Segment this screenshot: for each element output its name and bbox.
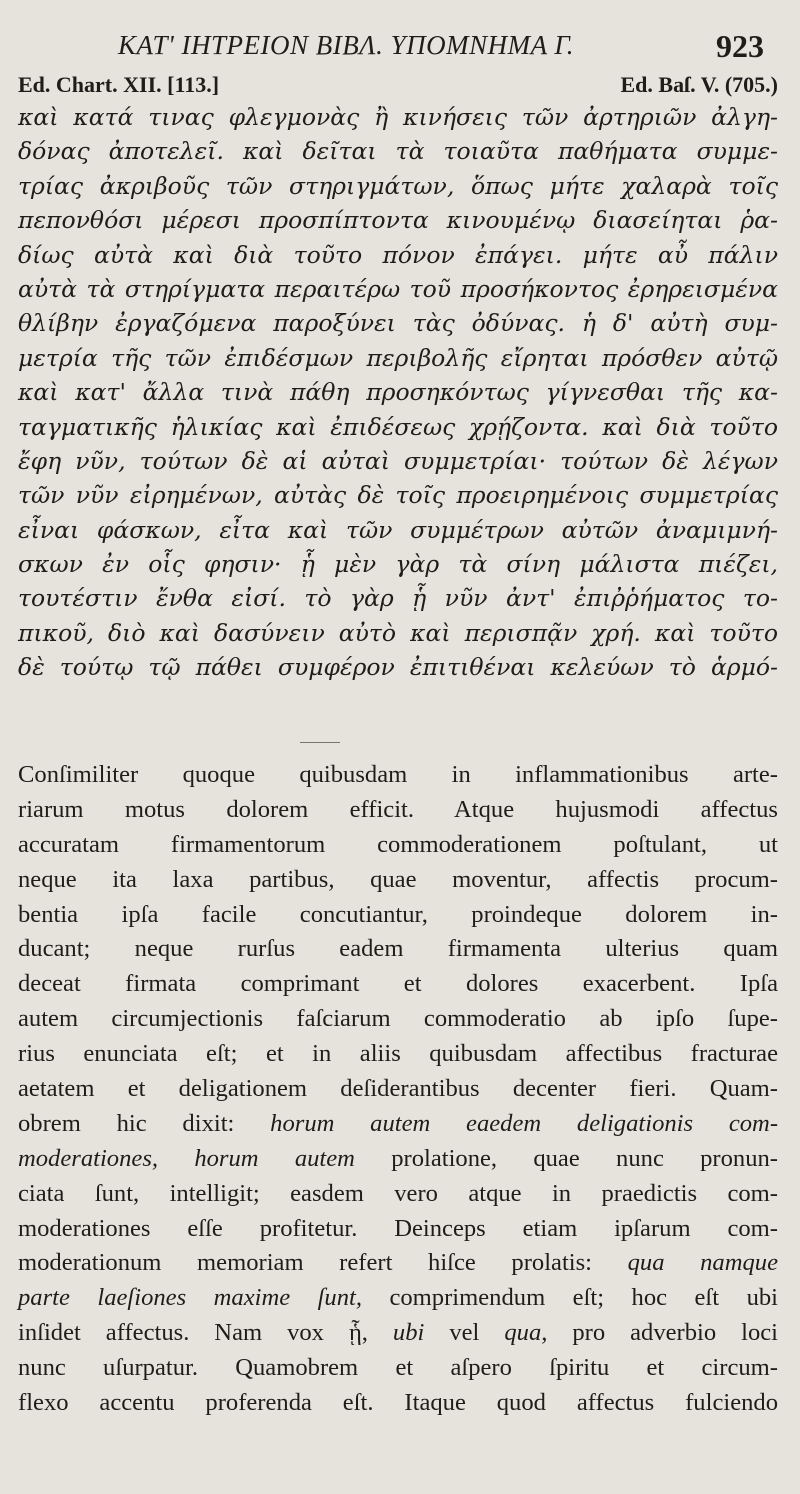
latin-text-line [18, 1037, 778, 1072]
greek-text-line: αὐτὰ τὰ στηρίγματα περαιτέρω τοῦ προσήκοντος ἐρηρεισμένα [18, 274, 778, 303]
latin-text-run: obrem hic dixit: [18, 1109, 271, 1137]
greek-text-line: καὶ κατ' ἄλλα τινὰ πάθη προσηκόντως γίγνεσθαι τῆς κα- [18, 378, 778, 407]
edition-basel-reference: Ed. Baſ. V. (705.) [620, 72, 778, 97]
running-head-title: ΚΑΤ' ΙΗΤΡΕΙΟΝ ΒΙΒΛ. ΥΠΟΜΝΗΜΑ Γ. [118, 30, 574, 60]
greek-text-line: πεπονθόσι μέρεσι προσπίπτοντα κινουμένῳ διασείηται ῥα- [18, 206, 778, 235]
latin-text-line [18, 1386, 778, 1421]
greek-text-line: δίως αὐτὰ καὶ διὰ τοῦτο πόνον ἐπάγει. μήτε αὖ πάλιν [18, 240, 778, 269]
latin-text-run: accuratam firmamentorum commoderationem poſtulant, ut [18, 830, 778, 858]
latin-text-run: neque ita laxa partibus, quae moventur, affectis procum- [18, 865, 778, 893]
latin-text-line [18, 758, 778, 793]
latin-text-run: riarum motus dolorem efficit. Atque hujusmodi affectus [18, 795, 778, 823]
edition-chart-reference: Ed. Chart. XII. [113.] [18, 72, 220, 97]
latin-text-run: aetatem et deligationem deſiderantibus decenter fieri. Quam- [18, 1075, 778, 1103]
latin-text-line [18, 1212, 778, 1247]
running-head [0, 28, 800, 68]
latin-text-line [18, 1281, 778, 1316]
latin-text-run: moderationes eſſe profitetur. Deinceps etiam ipſarum com- [18, 1214, 778, 1242]
latin-translation-block [18, 758, 778, 1421]
latin-text-line [18, 898, 778, 933]
latin-text-line [18, 967, 778, 1002]
latin-text-run: autem circumjectionis faſciarum commoderatio ab ipſo ſupe- [18, 1005, 778, 1033]
greek-text-line: δὲ τούτῳ τῷ πάθει συμφέρον ἐπιτιθέναι κελεύων τὸ ἁρμό- [18, 653, 778, 682]
greek-text-line: πικοῦ, διὸ καὶ δασύνειν αὐτὸ καὶ περισπᾷν χρή. καὶ τοῦτο [18, 618, 778, 647]
latin-quoted-phrase: ubi [392, 1319, 425, 1347]
latin-text-line [18, 1002, 778, 1037]
greek-text-line: καὶ κατά τινας φλεγμονὰς ἢ κινήσεις τῶν ἀρτηριῶν ἀλγη- [18, 103, 778, 131]
latin-text-line [18, 828, 778, 863]
greek-text-line: μετρία τῆς τῶν ἐπιδέσμων περιβολῆς εἴρηται πρόσθεν αὐτῷ [18, 343, 778, 372]
greek-text-line: εἶναι φάσκων, εἶτα καὶ τῶν συμμέτρων αὐτῶν ἀναμιμνή- [18, 515, 778, 544]
latin-text-run: nunc uſurpatur. Quamobrem et aſpero ſpiritu et circum- [18, 1354, 778, 1382]
latin-text-run: pro adverbio loci [547, 1319, 778, 1347]
greek-text-line: δόνας ἀποτελεῖ. καὶ δεῖται τὰ τοιαῦτα παθήματα συμμε- [18, 137, 778, 166]
greek-text-block [18, 100, 778, 685]
latin-text-line [18, 1351, 778, 1386]
latin-text-line [18, 1072, 778, 1107]
latin-quoted-phrase: horum autem eaedem deligationis com- [270, 1109, 779, 1137]
latin-text-run: flexo accentu proferenda eſt. Itaque quod affectus fulciendo [18, 1389, 778, 1417]
latin-quoted-phrase: moderationes, horum autem [18, 1144, 355, 1172]
latin-text-line [18, 793, 778, 828]
latin-text-line [18, 1177, 778, 1212]
greek-text-line: ἔφη νῦν, τούτων δὲ αἱ αὐταὶ συμμετρίαι· τούτων δὲ λέγων [18, 446, 778, 475]
latin-text-line [18, 1142, 778, 1177]
latin-text-line [18, 932, 778, 967]
latin-text-run: inſidet affectus. Nam vox ᾗ, [18, 1319, 393, 1347]
latin-text-run: ducant; neque rurſus eadem firmamenta ulterius quam [18, 935, 778, 963]
page-number: 923 [716, 28, 764, 64]
latin-text-run: bentia ipſa facile concutiantur, proindeque dolorem in- [18, 900, 778, 928]
greek-text-line: τουτέστιν ἔνθα εἰσί. τὸ γὰρ ᾗ νῦν ἀντ' ἐπιῤῥήματος το- [18, 584, 778, 613]
latin-text-run: moderationum memoriam refert hiſce prolatis: [18, 1249, 628, 1277]
greek-text-line: τρίας ἀκριβοῦς τῶν στηριγμάτων, ὅπως μήτε χαλαρὰ τοῖς [18, 171, 778, 200]
latin-quoted-phrase: parte laeſiones maxime ſunt, [18, 1284, 362, 1312]
latin-text-run: vel [424, 1319, 505, 1347]
latin-text-run: deceat firmata comprimant et dolores exacerbent. Ipſa [18, 970, 778, 998]
greek-text-line: θλίβην ἐργαζόμενα παροξύνει τὰς ὀδύνας. ἡ δ' αὐτὴ συμ- [18, 309, 778, 338]
latin-text-line [18, 1107, 778, 1142]
latin-text-line [18, 1316, 778, 1351]
greek-text-line: τῶν νῦν εἰρημένων, αὐτὰς δὲ τοῖς προειρημένοις συμμετρίας [18, 481, 778, 510]
latin-text-line [18, 863, 778, 898]
greek-text-line: σκων ἐν οἷς φησιν· ᾗ μὲν γὰρ τὰ σίνη μάλιστα πιέζει, [18, 550, 778, 579]
latin-text-run: comprimendum eſt; hoc eſt ubi [362, 1284, 778, 1312]
section-divider [300, 742, 340, 743]
latin-text-run: prolatione, quae nunc pronun- [354, 1144, 778, 1172]
latin-text-line [18, 1246, 778, 1281]
latin-quoted-phrase: qua, [504, 1319, 548, 1347]
greek-text-line: ταγματικῆς ἡλικίας καὶ ἐπιδέσεως χρῄζοντα. καὶ διὰ τοῦτο [18, 412, 778, 441]
latin-quoted-phrase: qua namque [627, 1249, 778, 1277]
latin-text-run: ciata ſunt, intelligit; easdem vero atque in praedictis com- [18, 1179, 778, 1207]
latin-text-run: rius enunciata eſt; et in aliis quibusdam affectibus fracturae [18, 1040, 778, 1068]
latin-text-run: Conſimiliter quoque quibusdam in inflammationibus arte- [18, 761, 778, 788]
